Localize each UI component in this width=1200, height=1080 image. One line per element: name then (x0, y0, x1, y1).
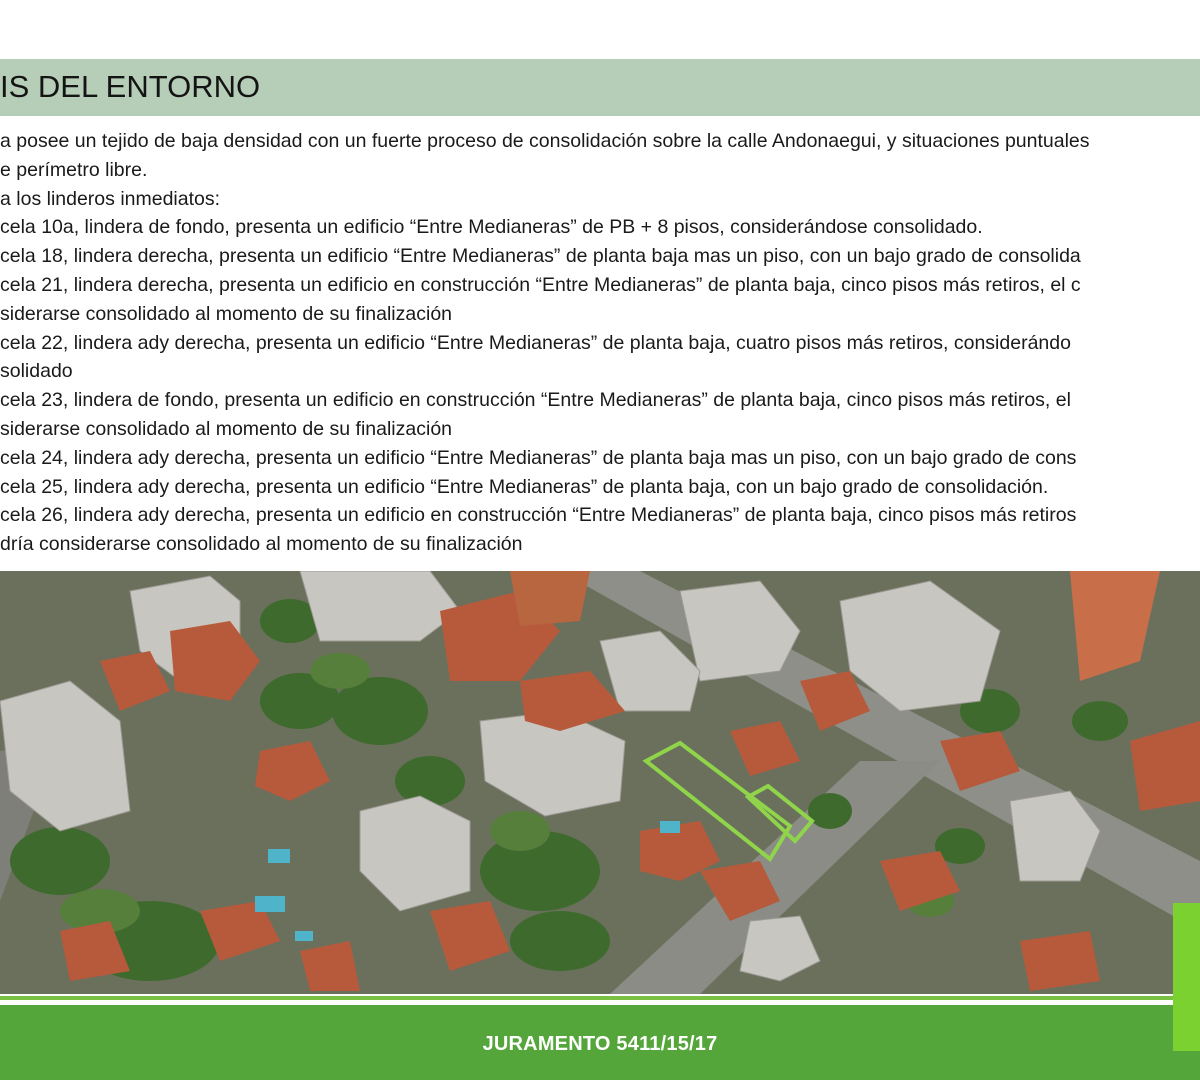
description-text (0, 127, 1200, 559)
side-accent-tab (1173, 903, 1200, 1051)
text-line: solidado (0, 360, 73, 383)
text-line: siderarse consolidado al momento de su finalización (0, 417, 453, 440)
text-line: cela 10a, lindera de fondo, presenta un edificio “Entre Medianeras” de PB + 8 pisos, considerándose consolidado. (0, 216, 983, 239)
text-line: siderarse consolidado al momento de su finalización (0, 302, 453, 325)
text-line: cela 25, lindera ady derecha, presenta un edificio “Entre Medianeras” de planta baja, con un bajo grado de consolidación. (0, 475, 1049, 498)
text-line: cela 26, lindera ady derecha, presenta un edificio en construcción “Entre Medianeras” de planta baja, cinco pisos más retiros (0, 504, 1077, 527)
aerial-photo (0, 571, 1200, 994)
section-title: IS DEL ENTORNO (0, 69, 261, 104)
text-line: a los linderos inmediatos: (0, 187, 221, 210)
footer-label: JURAMENTO 5411/15/17 (482, 1033, 718, 1055)
text-line: cela 21, lindera derecha, presenta un edificio en construcción “Entre Medianeras” de planta baja, cinco pisos más retiros, el c (0, 273, 1081, 296)
text-line: cela 24, lindera ady derecha, presenta un edificio “Entre Medianeras” de planta baja mas un piso, con un bajo grado de cons (0, 446, 1077, 469)
text-line: cela 22, lindera ady derecha, presenta un edificio “Entre Medianeras” de planta baja, cuatro pisos más retiros, considerándo (0, 331, 1071, 354)
text-line: cela 23, lindera de fondo, presenta un edificio en construcción “Entre Medianeras” de planta baja, cinco pisos más retiros, el (0, 389, 1071, 412)
text-line: e perímetro libre. (0, 158, 148, 181)
text-line: a posee un tejido de baja densidad con un fuerte proceso de consolidación sobre la calle Andonaegui, y situaciones puntuales (0, 130, 1090, 152)
text-line: cela 18, lindera derecha, presenta un edificio “Entre Medianeras” de planta baja mas un piso, con un bajo grado de consolida (0, 245, 1081, 268)
text-line: dría considerarse consolidado al momento de su finalización (0, 533, 523, 556)
footer-divider (0, 996, 1200, 1000)
